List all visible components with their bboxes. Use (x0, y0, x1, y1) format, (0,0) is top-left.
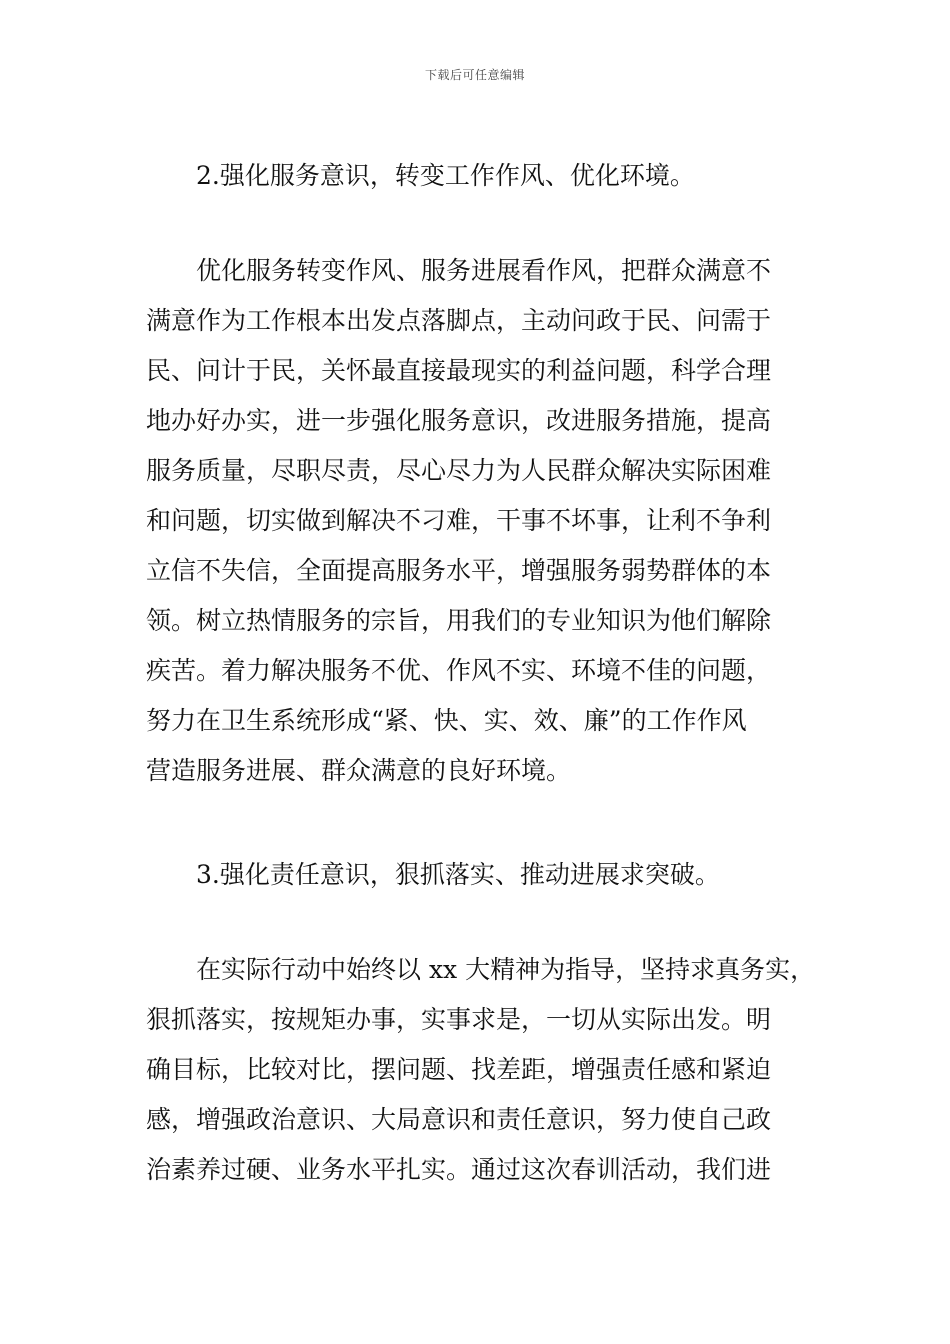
paragraph-line: 民、问计于民，关怀最直接最现实的利益问题，科学合理 (146, 356, 772, 385)
paragraph-line: 确目标，比较对比，摆问题、找差距，增强责任感和紧迫 (146, 1055, 772, 1084)
paragraph-line: 治素养过硬、业务水平扎实。通过这次春训活动，我们进 (146, 1155, 772, 1184)
paragraph-line: 狠抓落实，按规矩办事，实事求是，一切从实际出发。明 (146, 1005, 772, 1034)
paragraph-line: 优化服务转变作风、服务进展看作风，把群众满意不 (196, 256, 772, 285)
paragraph-line: 努力在卫生系统形成“紧、快、实、效、廉”的工作作风 (146, 706, 747, 735)
spacer (146, 200, 826, 246)
paragraph-line: 感，增强政治意识、大局意识和责任意识，努力使自己政 (146, 1105, 772, 1134)
header-note: 下载后可任意编辑 (424, 68, 525, 82)
paragraph-service (146, 246, 826, 796)
paragraph-line: 领。树立热情服务的宗旨，用我们的专业知识为他们解除 (146, 606, 772, 635)
paragraph-line: 立信不失信，全面提高服务水平，增强服务弱势群体的本 (146, 556, 772, 585)
paragraph-line: 和问题，切实做到解决不刁难，干事不坏事，让利不争利 (146, 506, 772, 535)
section-heading-2: 2.强化服务意识，转变工作作风、优化环境。 (196, 161, 695, 190)
section-heading-3: 3.强化责任意识，狠抓落实、推动进展求突破。 (196, 860, 720, 889)
document-body (146, 152, 826, 1195)
paragraph-line: 营造服务进展、群众满意的良好环境。 (146, 756, 572, 785)
spacer (146, 899, 826, 945)
paragraph-line: 在实际行动中始终以 xx 大精神为指导，坚持求真务实， (196, 955, 816, 984)
paragraph-line: 服务质量，尽职尽责，尽心尽力为人民群众解决实际困难 (146, 456, 772, 485)
paragraph-line: 疾苦。着力解决服务不优、作风不实、环境不佳的问题， (146, 656, 772, 685)
paragraph-responsibility (146, 945, 826, 1195)
spacer (146, 796, 826, 851)
paragraph-line: 地办好办实，进一步强化服务意识，改进服务措施，提高 (146, 406, 772, 435)
paragraph-line: 满意作为工作根本出发点落脚点，主动问政于民、问需于 (146, 306, 772, 335)
